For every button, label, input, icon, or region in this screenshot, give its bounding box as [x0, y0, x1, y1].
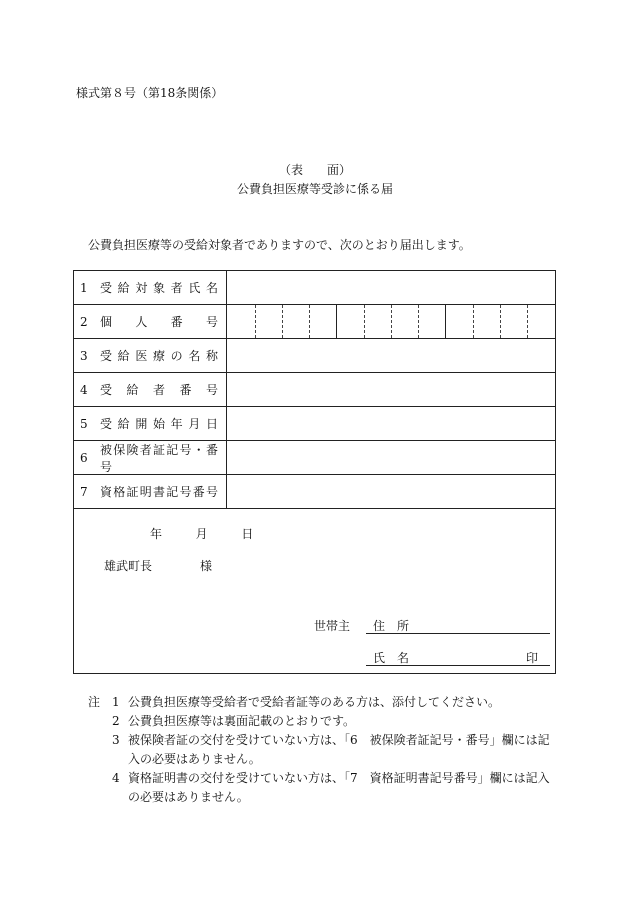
- note-number: 3: [112, 733, 120, 747]
- intro-statement: 公費負担医療等の受給対象者でありますので、次のとおり届出します。: [88, 238, 471, 252]
- row-recipient-number: [74, 373, 555, 407]
- row-label-text: 受給者番号: [100, 383, 218, 397]
- digit-divider: [309, 305, 310, 338]
- row-label-text: 受給開始年月日: [100, 417, 218, 431]
- notes-heading: 注: [88, 695, 101, 709]
- note-number: 1: [112, 695, 120, 709]
- row-label: [74, 271, 227, 304]
- date-year-label: 年: [150, 527, 163, 541]
- householder-label: 世帯主: [314, 619, 351, 633]
- seal-mark: 印: [526, 651, 539, 665]
- digit-divider: [255, 305, 256, 338]
- row-qualification-cert-number: [74, 475, 555, 509]
- date-line[interactable]: [150, 525, 253, 542]
- row-label-text: 受給対象者氏名: [100, 281, 218, 295]
- digit-divider: [282, 305, 283, 338]
- date-day-label: 日: [241, 527, 254, 541]
- row-start-date: [74, 407, 555, 441]
- digit-divider: [500, 305, 501, 338]
- note-text: 公費負担医療等受給者で受給者証等のある方は、添付してください。: [128, 695, 501, 709]
- note-text: 資格証明書の交付を受けていない方は、「7 資格証明書記号番号」欄には記入の必要はありません。: [128, 771, 550, 804]
- form-table: [73, 270, 556, 674]
- recipient-name-field[interactable]: [227, 271, 555, 304]
- addressee: 雄武町長 様: [104, 559, 213, 573]
- digit-divider: [473, 305, 474, 338]
- medical-care-name-field[interactable]: [227, 339, 555, 372]
- row-label: [74, 475, 227, 508]
- side-label: （表 面）: [278, 163, 351, 177]
- digit-boxes: [227, 305, 555, 338]
- name-label: 氏 名: [373, 651, 410, 665]
- qualification-cert-number-field[interactable]: [227, 475, 555, 508]
- note-number: 4: [112, 771, 120, 785]
- row-number: 1: [80, 280, 88, 295]
- row-number: 4: [80, 382, 88, 397]
- note-text: 被保険者証の交付を受けていない方は、「6 被保険者証記号・番号」欄には記入の必要はありません。: [128, 733, 550, 766]
- digit-divider: [527, 305, 528, 338]
- row-label: [74, 373, 227, 406]
- address-label: 住 所: [373, 619, 410, 633]
- row-label-text: 個人番号: [100, 315, 218, 329]
- address-field[interactable]: [366, 633, 550, 634]
- row-recipient-name: [74, 271, 555, 305]
- note-number: 2: [112, 714, 120, 728]
- row-label-text: 被保険者証記号・番号: [100, 442, 218, 474]
- row-number: 2: [80, 314, 88, 329]
- row-label-text: 資格証明書記号番号: [100, 485, 218, 499]
- document-title: 公費負担医療等受診に係る届: [236, 182, 393, 196]
- digit-divider: [364, 305, 365, 338]
- row-number: 6: [80, 450, 88, 465]
- insurance-card-number-field[interactable]: [227, 441, 555, 474]
- row-label: [74, 407, 227, 440]
- individual-number-field[interactable]: [227, 305, 555, 338]
- start-date-field[interactable]: [227, 407, 555, 440]
- digit-group-divider: [445, 305, 446, 338]
- row-medical-care-name: [74, 339, 555, 373]
- row-insurance-card-number: [74, 441, 555, 475]
- row-individual-number: [74, 305, 555, 339]
- digit-divider: [391, 305, 392, 338]
- digit-group-divider: [336, 305, 337, 338]
- row-number: 5: [80, 416, 88, 431]
- row-number: 7: [80, 484, 88, 499]
- row-label: [74, 339, 227, 372]
- digit-divider: [418, 305, 419, 338]
- form-reference: 様式第８号（第18条関係）: [76, 86, 224, 100]
- row-label-text: 受給医療の名称: [100, 349, 218, 363]
- note-text: 公費負担医療等は裏面記載のとおりです。: [128, 714, 356, 728]
- recipient-number-field[interactable]: [227, 373, 555, 406]
- row-label: [74, 305, 227, 338]
- signature-block: [74, 509, 555, 675]
- date-month-label: 月: [195, 527, 208, 541]
- row-label: [74, 441, 227, 474]
- name-field[interactable]: [366, 665, 550, 666]
- row-number: 3: [80, 348, 88, 363]
